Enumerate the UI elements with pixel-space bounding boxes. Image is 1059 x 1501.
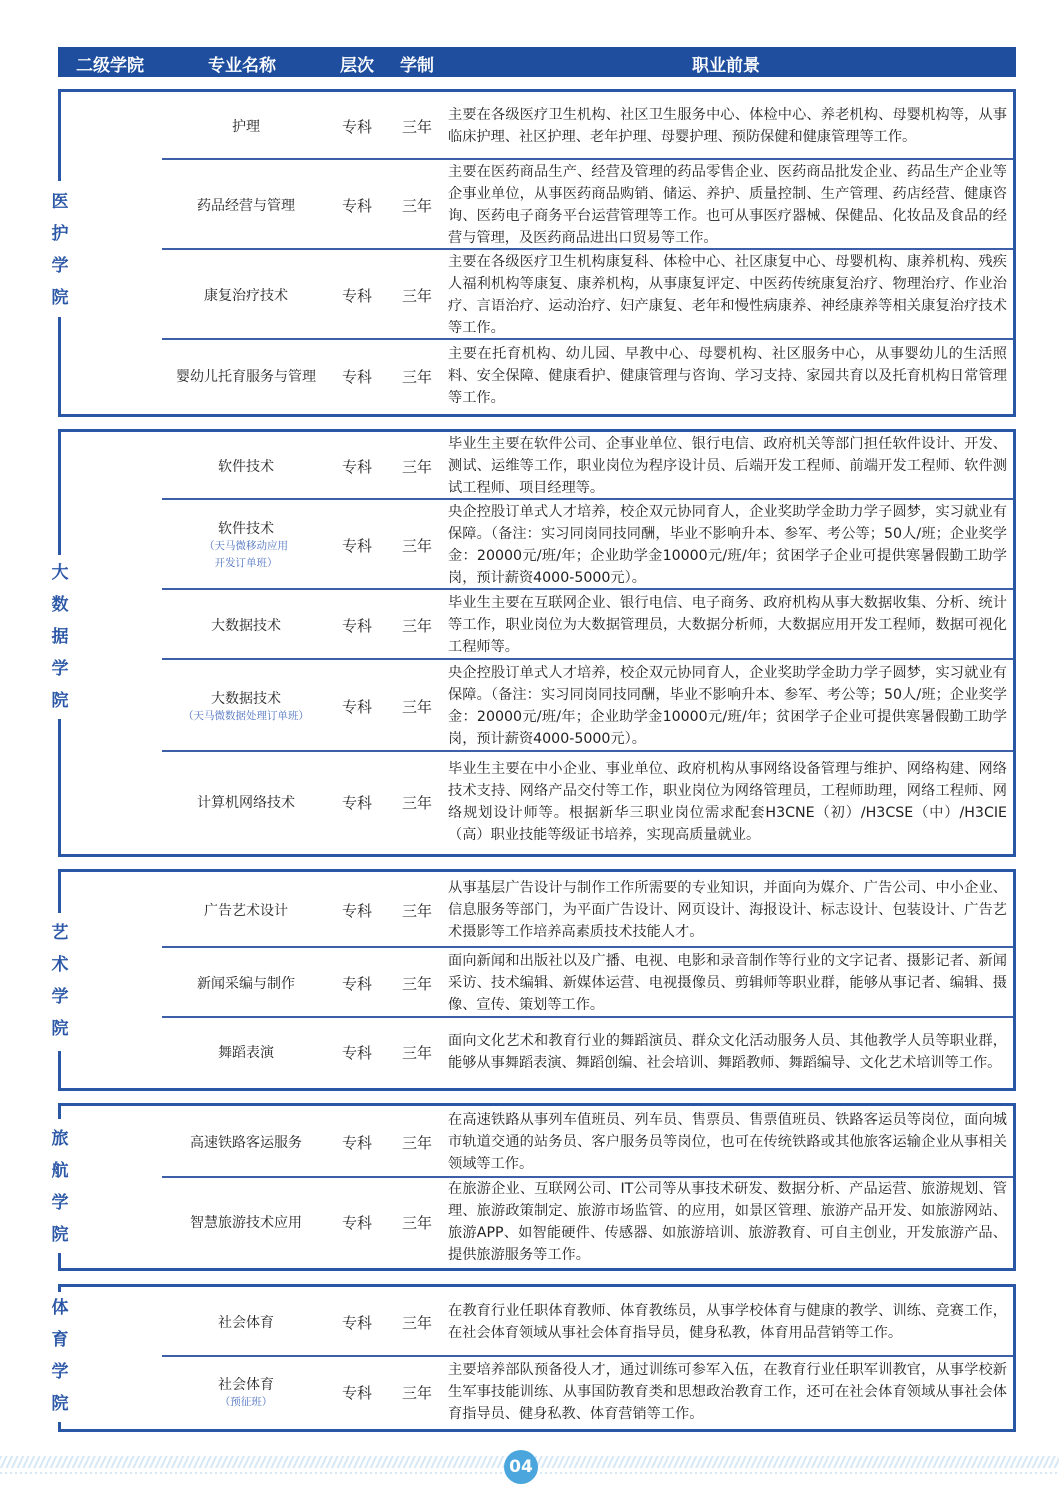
career-prospect: 面向新闻和出版社以及广播、电视、电影和录音制作等行业的文字记者、摄影记者、新闻采访、技术编辑、新媒体运营、电视摄像员、剪辑师等职业群，能够从事记者、编辑、摄像、宣传、策划等工作。 (448, 953, 1007, 1013)
college-section-art (51, 869, 1016, 1091)
career-prospect: 央企控股订单式人才培养，校企双元协同育人，企业奖助学金助力学子圆梦，实习就业有保障。（备注：实习同岗同技同酬，毕业不影响升本、参军、考公等；50人/班；企业奖学金：20000元/班/年；企业助学金10000元/班/年；贫困学子企业可提供寒暑假勤工助学岗，预计薪资4000-5000元）。 (448, 504, 1007, 586)
level: 专科 (342, 1043, 373, 1062)
box-border (1013, 89, 1016, 417)
box-border (58, 869, 61, 913)
level: 专科 (342, 974, 373, 993)
major-subtitle: （预征班） (219, 1395, 273, 1408)
level: 专科 (342, 616, 373, 635)
major-name: 软件技术 (218, 459, 274, 475)
college-label: 旅 航 学 院 (49, 1123, 71, 1251)
career-prospect: 在旅游企业、互联网公司、IT公司等从事技术研发、数据分析、产品运营、旅游规划、管理、旅游政策制定、旅游市场监管、的应用，如景区管理、旅游产品开发、如旅游网站、旅游APP、如智能硬件、传感器、如旅游培训、旅游教育、可自主创业，开发旅游产品、提供旅游服务等工作。 (448, 1181, 1007, 1263)
duration: 三年 (402, 196, 433, 215)
career-prospect: 从事基层广告设计与制作工作所需要的专业知识，并面向为媒介、广告公司、中小企业、信息服务等部门，为平面广告设计、网页设计、海报设计、标志设计、包装设计、广告艺术摄影等工作培养高素质技术技能人才。 (448, 880, 1007, 940)
box-border (58, 1268, 1016, 1271)
header-major: 专业名称 (208, 56, 276, 76)
box-border (58, 1429, 1016, 1432)
box-border (58, 1422, 61, 1432)
college-label: 医 护 学 院 (49, 186, 71, 314)
major-name: 护理 (232, 119, 260, 135)
box-border (1013, 1103, 1016, 1271)
box-border (58, 89, 61, 181)
box-border (1013, 1284, 1016, 1432)
table-row (162, 432, 1013, 500)
level: 专科 (342, 536, 373, 555)
box-border (1013, 429, 1016, 857)
level: 专科 (342, 367, 373, 386)
box-border (58, 719, 61, 857)
career-prospect: 面向文化艺术和教育行业的舞蹈演员、群众文化活动服务人员、其他教学人员等职业群，能够从事舞蹈表演、舞蹈创编、社会培训、舞蹈教师、舞蹈编导、文化艺术培训等工作。 (448, 1033, 1007, 1071)
box-border (58, 1253, 61, 1271)
duration: 三年 (402, 286, 433, 305)
table-row (162, 1178, 1013, 1266)
major-name: 舞蹈表演 (218, 1045, 274, 1061)
table-row (162, 500, 1013, 590)
major-name: 高速铁路客运服务 (190, 1135, 302, 1151)
table-row (162, 948, 1013, 1018)
level: 专科 (342, 286, 373, 305)
table-row (162, 160, 1013, 250)
header-college: 二级学院 (76, 56, 144, 76)
duration: 三年 (402, 1133, 433, 1152)
box-border (58, 429, 61, 555)
table-row (162, 250, 1013, 340)
major-subtitle: （天马微数据处理订单班） (183, 709, 309, 722)
level: 专科 (342, 1213, 373, 1232)
duration: 三年 (402, 1043, 433, 1062)
table-header (58, 47, 1016, 77)
box-border (58, 1051, 61, 1091)
level: 专科 (342, 793, 373, 812)
major-name: 计算机网络技术 (197, 795, 295, 811)
duration: 三年 (402, 1213, 433, 1232)
header-prospect: 职业前景 (692, 56, 760, 76)
career-prospect: 在高速铁路从事列车值班员、列车员、售票员、售票值班员、铁路客运员等岗位，面向城市轨道交通的站务员、客户服务员等岗位，也可在传统铁路或其他旅客运输企业从事相关领域等工作。 (448, 1112, 1007, 1172)
career-prospect: 主要在托育机构、幼儿园、早教中心、母婴机构、社区服务中心，从事婴幼儿的生活照料、安全保障、健康看护、健康管理与咨询、学习支持、家园共育以及托育机构日常管理等工作。 (448, 346, 1007, 406)
box-border (1013, 869, 1016, 1091)
level: 专科 (342, 117, 373, 136)
major-name: 智慧旅游技术应用 (190, 1215, 302, 1231)
duration: 三年 (402, 793, 433, 812)
box-border (58, 414, 1016, 417)
box-border (58, 1284, 61, 1292)
major-subtitle: （天马微移动应用 (204, 540, 288, 552)
table-row (162, 1287, 1013, 1357)
level: 专科 (342, 697, 373, 716)
duration: 三年 (402, 974, 433, 993)
level: 专科 (342, 196, 373, 215)
major-name: 婴幼儿托育服务与管理 (176, 369, 316, 385)
career-prospect: 央企控股订单式人才培养，校企双元协同育人，企业奖助学金助力学子圆梦，实习就业有保障。（备注：实习同岗同技同酬，毕业不影响升本、参军、考公等；50人/班；企业奖学金：20000元/班/年；企业助学金10000元/班/年；贫困学子企业可提供寒暑假勤工助学岗，预计薪资4000-5000元）。 (448, 665, 1007, 747)
table-row (162, 1357, 1013, 1427)
college-section-sports (51, 1284, 1016, 1432)
career-prospect: 主要在医药商品生产、经营及管理的药品零售企业、医药商品批发企业、药品生产企业等企事业单位，从事医药商品购销、储运、养护、质量控制、生产管理、药店经营、健康咨询、医药电子商务平台运营管理等工作。也可从事医疗器械、保健品、化妆品及食品的经营与管理，及医药商品进出口贸易等工作。 (448, 164, 1007, 246)
level: 专科 (342, 457, 373, 476)
college-section-travel (51, 1103, 1016, 1271)
level: 专科 (342, 901, 373, 920)
career-prospect: 主要在各级医疗卫生机构、社区卫生服务中心、体检中心、养老机构、母婴机构等，从事临床护理、社区护理、老年护理、母婴护理、预防保健和健康管理等工作。 (448, 107, 1007, 145)
table-row (162, 340, 1013, 412)
table-row (162, 1106, 1013, 1178)
college-label: 大 数 据 学 院 (49, 557, 71, 717)
career-prospect: 在教育行业任职体育教师、体育教练员，从事学校体育与健康的教学、训练、竞赛工作，在社会体育领域从事社会体育指导员，健身私教，体育用品营销等工作。 (448, 1303, 1007, 1341)
major-subtitle: 开发订单班） (214, 557, 278, 569)
level: 专科 (342, 1383, 373, 1402)
duration: 三年 (402, 367, 433, 386)
box-border (58, 1088, 1016, 1091)
table-row (162, 872, 1013, 948)
box-border (58, 317, 61, 417)
career-prospect: 主要在各级医疗卫生机构康复科、体检中心、社区康复中心、母婴机构、康养机构、残疾人福利机构等康复、康养机构，从事康复评定、中医药传统康复治疗、物理治疗、作业治疗、言语治疗、运动治疗、妇产康复、老年和慢性病康养、神经康养等相关康复治疗技术等工作。 (448, 254, 1007, 336)
career-prospect: 毕业生主要在软件公司、企事业单位、银行电信、政府机关等部门担任软件设计、开发、测试、运维等工作，职业岗位为程序设计员、后端开发工程师、前端开发工程师、软件测试工程师、项目经理等。 (448, 436, 1007, 496)
duration: 三年 (402, 697, 433, 716)
major-name: 药品经营与管理 (197, 198, 295, 214)
major-name: 社会体育 (218, 1315, 274, 1331)
duration: 三年 (402, 117, 433, 136)
duration: 三年 (402, 536, 433, 555)
table-row (162, 590, 1013, 660)
career-prospect: 毕业生主要在中小企业、事业单位、政府机构从事网络设备管理与维护、网络构建、网络技术支持、网络产品交付等工作，职业岗位为网络管理员，工程师助理，网络工程师、网络规划设计师等。根据新华三职业岗位需求配套H3CNE（初）/H3CSE（中）/H3CIE（高）职业技能等级证书培养，实现高质量就业。 (448, 761, 1007, 843)
duration: 三年 (402, 457, 433, 476)
college-label: 艺 术 学 院 (49, 917, 71, 1045)
duration: 三年 (402, 616, 433, 635)
table-row (162, 752, 1013, 852)
college-section-medical (51, 89, 1016, 417)
major-name: 新闻采编与制作 (197, 976, 295, 992)
box-border (58, 1103, 61, 1119)
box-border (58, 854, 1016, 857)
duration: 三年 (402, 1313, 433, 1332)
major-name: 社会体育 （预征班） (162, 1357, 330, 1427)
header-duration: 学制 (400, 56, 434, 76)
major-name: 康复治疗技术 (204, 288, 288, 304)
duration: 三年 (402, 1383, 433, 1402)
career-prospect: 主要培养部队预备役人才，通过训练可参军入伍，在教育行业任职军训教官，从事学校新生军事技能训练、从事国防教育类和思想政治教育工作，还可在社会体育领域从事社会体育指导员、健身私教、体育营销等工作。 (448, 1362, 1007, 1422)
duration: 三年 (402, 901, 433, 920)
major-name: 广告艺术设计 (204, 903, 288, 919)
table-row (162, 92, 1013, 160)
page-number-badge: 04 (504, 1450, 538, 1484)
major-name: 大数据技术 （天马微数据处理订单班） (162, 660, 330, 752)
career-prospect: 毕业生主要在互联网企业、银行电信、电子商务、政府机构从事大数据收集、分析、统计等工作，职业岗位为大数据管理员，大数据分析师，大数据应用开发工程师，数据可视化工程师等。 (448, 595, 1007, 655)
college-section-bigdata (51, 429, 1016, 857)
table-row (162, 660, 1013, 752)
major-name: 软件技术 （天马微移动应用 开发订单班） (162, 500, 330, 590)
major-name: 大数据技术 (211, 618, 281, 634)
header-level: 层次 (340, 56, 374, 76)
level: 专科 (342, 1313, 373, 1332)
level: 专科 (342, 1133, 373, 1152)
table-row (162, 1018, 1013, 1086)
college-label: 体 育 学 院 (49, 1292, 71, 1420)
